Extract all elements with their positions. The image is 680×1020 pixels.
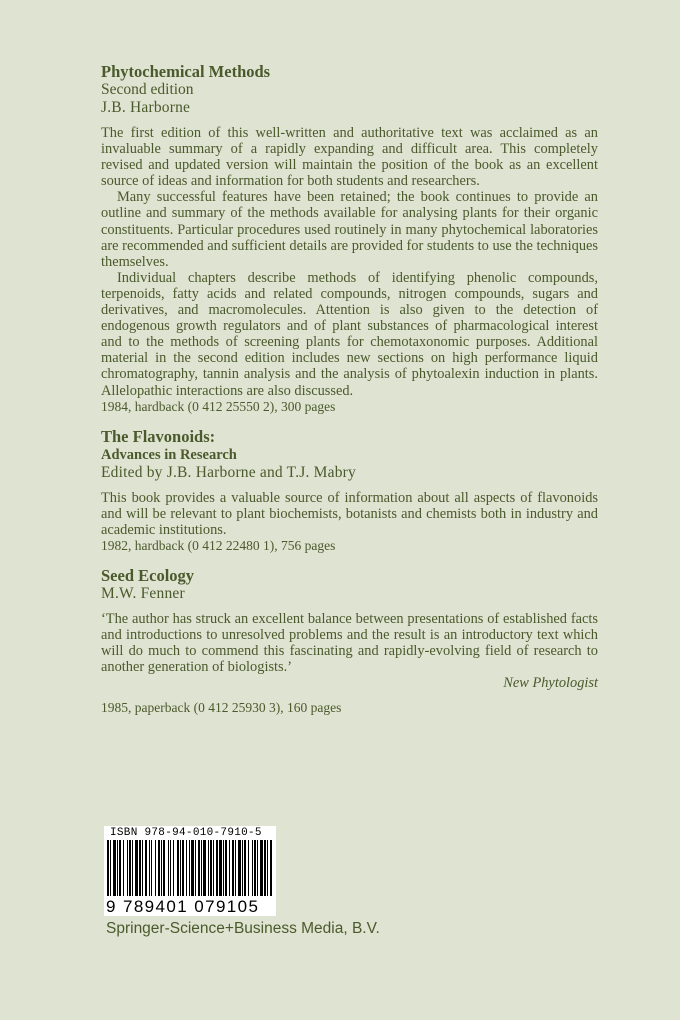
barcode-bar	[210, 840, 212, 896]
barcode-bar	[223, 840, 224, 896]
barcode-bar	[139, 840, 141, 896]
barcode-bar	[208, 840, 209, 896]
barcode-bar	[163, 840, 165, 896]
barcode-bar	[127, 840, 128, 896]
book-description: Many successful features have been retained; the book continues to provide an outline and summary of the methods available for analysing plants for their organic constituents. Particular procedures used routinely in many phytochemical laboratories are recommended and sufficient details are provided for students to use the techniques themselves.	[101, 189, 598, 270]
book-author: J.B. Harborne	[101, 99, 191, 116]
book-subtitle: Advances in Research	[101, 446, 237, 463]
barcode-bar	[248, 840, 249, 896]
barcode-bar	[123, 840, 124, 896]
barcode-bar	[142, 840, 143, 896]
isbn-label: ISBN 978-94-010-7910-5	[110, 827, 262, 839]
barcode-bar	[235, 840, 236, 896]
book-description: This book provides a valuable source of information about all aspects of flavonoids and will be relevant to plant biochemists, botanists and chemists both in industry and academic institutions.	[101, 489, 598, 538]
barcode-bar	[198, 840, 200, 896]
review-quote: ‘The author has struck an excellent balance between presentations of established facts and introductions to unresolved problems and the result is an introductory text which will do much to commend this fascinating and rapidly-evolving field of research to another generation of biologists.’	[101, 610, 598, 676]
barcode-bar	[182, 840, 184, 896]
barcode-bar	[119, 840, 121, 896]
barcode-bar	[177, 840, 179, 896]
barcode-bar	[129, 840, 131, 896]
barcode-bar	[151, 840, 152, 896]
book-list	[101, 62, 598, 716]
barcode-bar	[270, 840, 272, 896]
barcode-bar	[180, 840, 181, 896]
barcode-bar	[189, 840, 190, 896]
barcode-bar	[203, 840, 206, 896]
barcode-bar	[113, 840, 116, 896]
book-description: Individual chapters describe methods of identifying phenolic compounds, terpenoids, fatty acids and related compounds, nitrogen compounds, sugars and derivatives, and macromolecules. Attention is also given to the detection of endogenous growth regulators and of plant substances of pharmacological interest and to the methods of screening plants for chemotaxonomic purposes. Additional material in the second edition includes new sections on high performance liquid chromatography, tannin analysis and the analysis of phytoalexin induction in plants. Allelopathic interactions are also discussed.	[101, 269, 598, 399]
barcode-bar	[161, 840, 162, 896]
barcode-bar	[225, 840, 227, 896]
barcode-bar	[149, 840, 150, 896]
barcode-bar	[254, 840, 256, 896]
barcode-bar	[132, 840, 133, 896]
barcode-bar	[219, 840, 222, 896]
barcode-bar	[257, 840, 258, 896]
barcode-bar	[195, 840, 196, 896]
barcode-bar	[267, 840, 268, 896]
barcode-bar	[155, 840, 156, 896]
book-title: The Flavonoids:	[101, 426, 216, 446]
barcode-bar	[158, 840, 160, 896]
barcode-bar	[264, 840, 266, 896]
book-publication-info: 1984, hardback (0 412 25550 2), 300 pages	[101, 398, 336, 414]
book-the-flavonoids	[101, 427, 598, 554]
barcode-bar	[135, 840, 138, 896]
barcode-bar	[170, 840, 171, 896]
barcode-bar	[229, 840, 230, 896]
barcode-bar	[242, 840, 243, 896]
review-attribution: New Phytologist	[503, 675, 598, 692]
barcode-bar	[117, 840, 118, 896]
book-description: The first edition of this well-written and authoritative text was acclaimed as an invaluable summary of a rapidly expanding and difficult area. This completely revised and updated version will maintain the position of the book as an excellent source of ideas and information for both students and researchers.	[101, 125, 598, 190]
barcode-bar	[252, 840, 253, 896]
barcode-bar	[145, 840, 147, 896]
publisher-name: Springer-Science+Business Media, B.V.	[106, 920, 380, 937]
barcode-bar	[213, 840, 214, 896]
barcode-bar	[173, 840, 174, 896]
book-title: Seed Ecology	[101, 565, 195, 585]
book-phytochemical-methods	[101, 62, 598, 415]
book-title: Phytochemical Methods	[101, 62, 271, 81]
book-author: M.W. Fenner	[101, 584, 185, 602]
isbn-barcode	[104, 826, 276, 916]
barcode-bar	[191, 840, 194, 896]
barcode-bar	[216, 840, 218, 896]
book-edition: Second edition	[101, 81, 194, 98]
barcode-bar	[168, 840, 169, 896]
barcode-bar	[186, 840, 187, 896]
barcode-bar	[238, 840, 241, 896]
barcode-bar	[232, 840, 234, 896]
barcode-bar	[201, 840, 202, 896]
barcode-bar	[244, 840, 246, 896]
book-publication-info: 1985, paperback (0 412 25930 3), 160 pages	[101, 700, 342, 716]
book-author: Edited by J.B. Harborne and T.J. Mabry	[101, 463, 356, 481]
barcode-digits: 9 789401 079105	[106, 897, 260, 916]
book-seed-ecology	[101, 566, 598, 716]
barcode-bar	[260, 840, 263, 896]
barcode-bar	[110, 840, 111, 896]
barcode-bar	[107, 840, 109, 896]
book-publication-info: 1982, hardback (0 412 22480 1), 756 pages	[101, 537, 336, 553]
barcode-bars	[107, 840, 273, 900]
